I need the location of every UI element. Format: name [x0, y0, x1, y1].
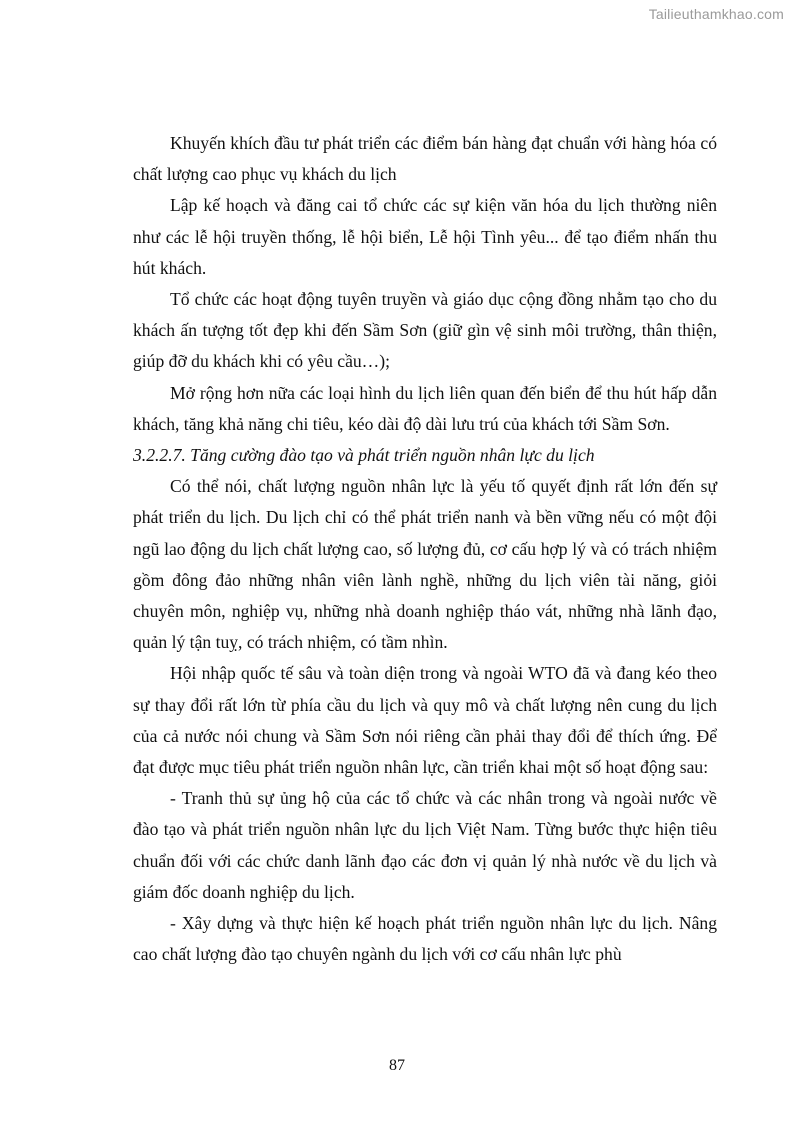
- section-heading: 3.2.2.7. Tăng cường đào tạo và phát triển nguồn nhân lực du lịch: [133, 445, 595, 466]
- paragraph: Có thể nói, chất lượng nguồn nhân lực là yếu tố quyết định rất lớn đến sự phát triển du lịch. Du lịch chỉ có thể phát triển nanh và bền vững nếu có một đội ngũ lao động du lịch chất lượng cao, số lượng đủ, cơ cấu hợp lý và có trách nhiệm gồm đông đảo những nhân viên lành nghề, những du lịch viên tài năng, giỏi chuyên môn, nghiệp vụ, những nhà doanh nghiệp tháo vát, những nhà lãnh đạo, quản lý tận tuỵ, có trách nhiệm, có tầm nhìn.: [133, 476, 717, 653]
- paragraph: Khuyến khích đầu tư phát triển các điểm bán hàng đạt chuẩn với hàng hóa có chất lượng cao phục vụ khách du lịch: [133, 133, 717, 185]
- paragraph: Hội nhập quốc tế sâu và toàn diện trong và ngoài WTO đã và đang kéo theo sự thay đổi rất lớn từ phía cầu du lịch và quy mô và chất lượng nên cung du lịch của cả nước nói chung và Sầm Sơn nói riêng cần phải thay đổi để thích ứng. Để đạt được mục tiêu phát triển nguồn nhân lực, cần triển khai một số hoạt động sau:: [133, 663, 717, 778]
- list-item: - Tranh thủ sự ủng hộ của các tổ chức và các nhân trong và ngoài nước về đào tạo và phát triển nguồn nhân lực du lịch Việt Nam. Từng bước thực hiện tiêu chuẩn đối với các chức danh lãnh đạo các đơn vị quản lý nhà nước về du lịch và giám đốc doanh nghiệp du lịch.: [133, 788, 717, 902]
- paragraph: Lập kế hoạch và đăng cai tổ chức các sự kiện văn hóa du lịch thường niên như các lễ hội truyền thống, lễ hội biển, Lễ hội Tình yêu... để tạo điểm nhấn thu hút khách.: [133, 195, 717, 278]
- document-body: [133, 128, 717, 970]
- watermark: Tailieuthamkhao.com: [648, 6, 784, 22]
- paragraph: Mở rộng hơn nữa các loại hình du lịch liên quan đến biển để thu hút hấp dẫn khách, tăng khả năng chi tiêu, kéo dài độ dài lưu trú của khách tới Sầm Sơn.: [133, 382, 717, 434]
- list-item: - Xây dựng và thực hiện kế hoạch phát triển nguồn nhân lực du lịch. Nâng cao chất lượng đào tạo chuyên ngành du lịch với cơ cấu nhân lực phù: [133, 913, 717, 965]
- page-number: 87: [389, 1057, 405, 1074]
- paragraph: Tổ chức các hoạt động tuyên truyền và giáo dục cộng đồng nhằm tạo cho du khách ấn tượng tốt đẹp khi đến Sầm Sơn (giữ gìn vệ sinh môi trường, thân thiện, giúp đỡ du khách khi có yêu cầu…);: [133, 289, 717, 372]
